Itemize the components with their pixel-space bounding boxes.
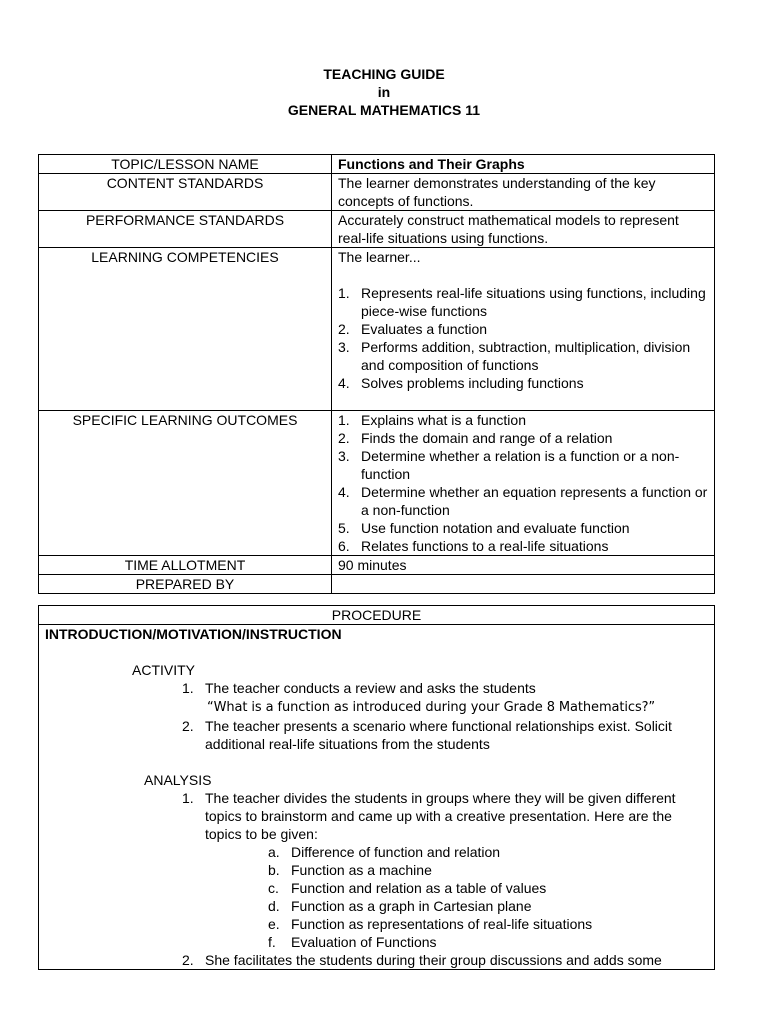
procedure-table	[38, 605, 715, 970]
prepared-by-value	[332, 575, 715, 594]
list-item: 6. Relates functions to a real-life situations	[338, 538, 609, 554]
title-line-3: GENERAL MATHEMATICS 11	[287, 102, 481, 118]
performance-standards-value: Accurately construct mathematical models to represent real-life situations using functions.	[332, 211, 715, 248]
list-item: 3. Determine whether a relation is a function or a non-function	[338, 448, 680, 482]
activity-heading: ACTIVITY	[132, 662, 196, 678]
section-heading: INTRODUCTION/MOTIVATION/INSTRUCTION	[45, 626, 342, 642]
content-standards-value: The learner demonstrates understanding of the key concepts of functions.	[332, 174, 715, 211]
performance-standards-label: PERFORMANCE STANDARDS	[39, 211, 332, 248]
list-item: 2. Evaluates a function	[338, 321, 488, 337]
list-item: 1. The teacher divides the students in groups where they will be given different topics to brainstorm and came up with a creative presentation. Here are the topics to be given: a. Difference of function and relation b. Function as a machine c. Function and relation as a table of values d. Function as a graph in Cartesian plane e. Function as representations of real-life situations f. Evaluation of Functions	[182, 789, 708, 951]
prepared-by-row	[39, 575, 715, 594]
review-question: “What is a function as introduced during your Grade 8 Mathematics?”	[207, 700, 656, 715]
title-line-1: TEACHING GUIDE	[323, 66, 445, 82]
learning-competencies-value	[332, 248, 715, 411]
list-item: f. Evaluation of Functions	[268, 934, 437, 950]
competencies-intro: The learner...	[338, 249, 421, 265]
topic-value: Functions and Their Graphs	[332, 155, 715, 174]
list-item: 4. Determine whether an equation represents a function or a non-function	[338, 484, 708, 518]
list-item: 5. Use function notation and evaluate function	[338, 520, 630, 536]
learning-outcomes-label: SPECIFIC LEARNING OUTCOMES	[39, 411, 332, 556]
list-item: 2. She facilitates the students during their group discussions and adds some	[182, 952, 662, 968]
activity-list	[45, 679, 708, 753]
prepared-by-label: PREPARED BY	[39, 575, 332, 594]
list-item: 4. Solves problems including functions	[338, 375, 584, 391]
time-allotment-row	[39, 556, 715, 575]
topic-row	[39, 155, 715, 174]
outcomes-list	[338, 411, 708, 555]
topics-list	[205, 843, 708, 951]
learning-outcomes-row	[39, 411, 715, 556]
content-standards-row	[39, 174, 715, 211]
competencies-list	[338, 284, 708, 392]
list-item: 3. Performs addition, subtraction, multiplication, division and composition of functions	[338, 339, 691, 373]
time-allotment-label: TIME ALLOTMENT	[39, 556, 332, 575]
list-item: a. Difference of function and relation	[268, 844, 501, 860]
list-item: 1. The teacher conducts a review and asks the students “What is a function as introduced during your Grade 8 Mathematics?”	[182, 680, 656, 715]
learning-competencies-row	[39, 248, 715, 411]
list-item: 2. Finds the domain and range of a relation	[338, 430, 613, 446]
procedure-header: PROCEDURE	[39, 606, 714, 625]
learning-competencies-label: LEARNING COMPETENCIES	[39, 248, 332, 411]
procedure-cell	[39, 606, 715, 970]
content-standards-label: CONTENT STANDARDS	[39, 174, 332, 211]
list-item: b. Function as a machine	[268, 862, 432, 878]
lesson-info-table	[38, 154, 715, 594]
topic-label: TOPIC/LESSON NAME	[39, 155, 332, 174]
analysis-list	[45, 789, 708, 969]
list-item: e. Function as representations of real-life situations	[268, 916, 593, 932]
title-line-2: in	[377, 84, 391, 100]
list-item: d. Function as a graph in Cartesian plane	[268, 898, 532, 914]
procedure-body	[39, 625, 714, 969]
time-allotment-value: 90 minutes	[332, 556, 715, 575]
performance-standards-row	[39, 211, 715, 248]
list-item: 1. Represents real-life situations using functions, including piece-wise functions	[338, 285, 706, 319]
list-item: c. Function and relation as a table of values	[268, 880, 547, 896]
analysis-heading: ANALYSIS	[144, 772, 212, 788]
list-item: 1. Explains what is a function	[338, 412, 526, 428]
list-item: 2. The teacher presents a scenario where functional relationships exist. Solicit additional real-life situations from the students	[182, 718, 672, 752]
learning-outcomes-value	[332, 411, 715, 556]
